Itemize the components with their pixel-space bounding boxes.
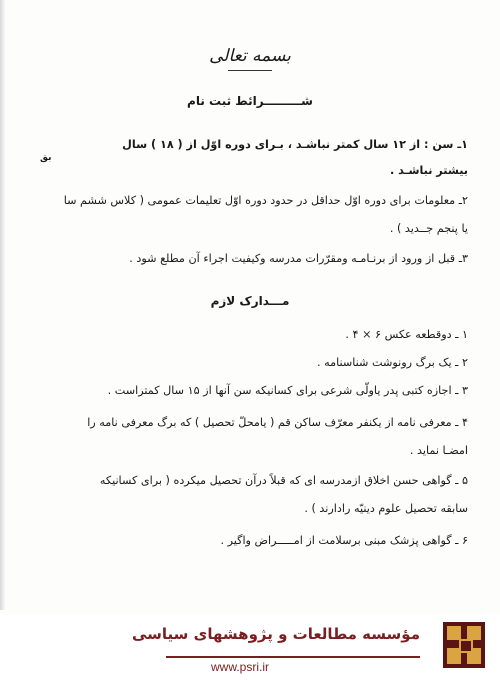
- footer-org-name: مؤسسه مطالعات و پژوهشهای سیاسی: [131, 625, 420, 643]
- basmala-underline: [228, 70, 272, 71]
- document-line-1: ۱ ـ دوقطعه عکس ۶ × ۴ .: [345, 328, 468, 341]
- superscript-note: بق: [40, 153, 52, 163]
- basmala-heading: بسمه تعالی: [209, 46, 291, 66]
- document-line-7: سابقه تحصیل علوم دینیّه رادارند ) .: [304, 502, 468, 515]
- document-line-3: ۳ ـ اجازه کتبی پدر یاولّی شرعی برای کسانیکه سن آنها از ۱۵ سال کمتراست .: [107, 384, 468, 397]
- condition-line-4: یا پنجم جــدید ) .: [389, 222, 468, 235]
- psri-logo-icon: [443, 622, 485, 668]
- condition-line-2: بیشتر نباشـد .: [390, 164, 468, 177]
- footer-divider: [166, 656, 420, 658]
- document-line-4: ۴ ـ معرفی نامه از یکنفر معرّف ساکن قم ( یامحلّ تحصیل ) که برگ معرفی نامه را: [87, 416, 468, 429]
- section-title-required-documents: مـــدارک لازم: [210, 294, 290, 308]
- footer-url: www.psri.ir: [210, 660, 269, 674]
- document-line-6: ۵ ـ گواهی حسن اخلاق ازمدرسه ای که قبلاً درآن تحصیل میکرده ( برای کسانیکه: [99, 474, 468, 487]
- document-line-5: امضـا نماید .: [409, 444, 468, 457]
- condition-line-3: ۲ـ معلومات برای دوره اوّل حداقل در حدود دوره اوّل تعلیمات عمومی ( کلاس ششم سا: [63, 194, 468, 207]
- condition-line-1: ۱ـ سن : از ۱۲ سال کمتر نباشـد ، بـرای دوره اوّل از ( ۱۸ ) سال: [122, 138, 468, 151]
- condition-line-5: ۳ـ قبل از ورود از برنـامـه ومقرّرات مدرسه وکیفیت اجراء آن مطلع شود .: [129, 252, 468, 265]
- document-line-2: ۲ ـ یک برگ رونوشت شناسنامه .: [317, 356, 468, 369]
- section-title-registration-conditions: شـــــــــرائط ثبت نام: [187, 94, 313, 108]
- document-line-8: ۶ ـ گواهی پزشک مبنی برسلامت از امـــــراض واگیر .: [220, 534, 468, 547]
